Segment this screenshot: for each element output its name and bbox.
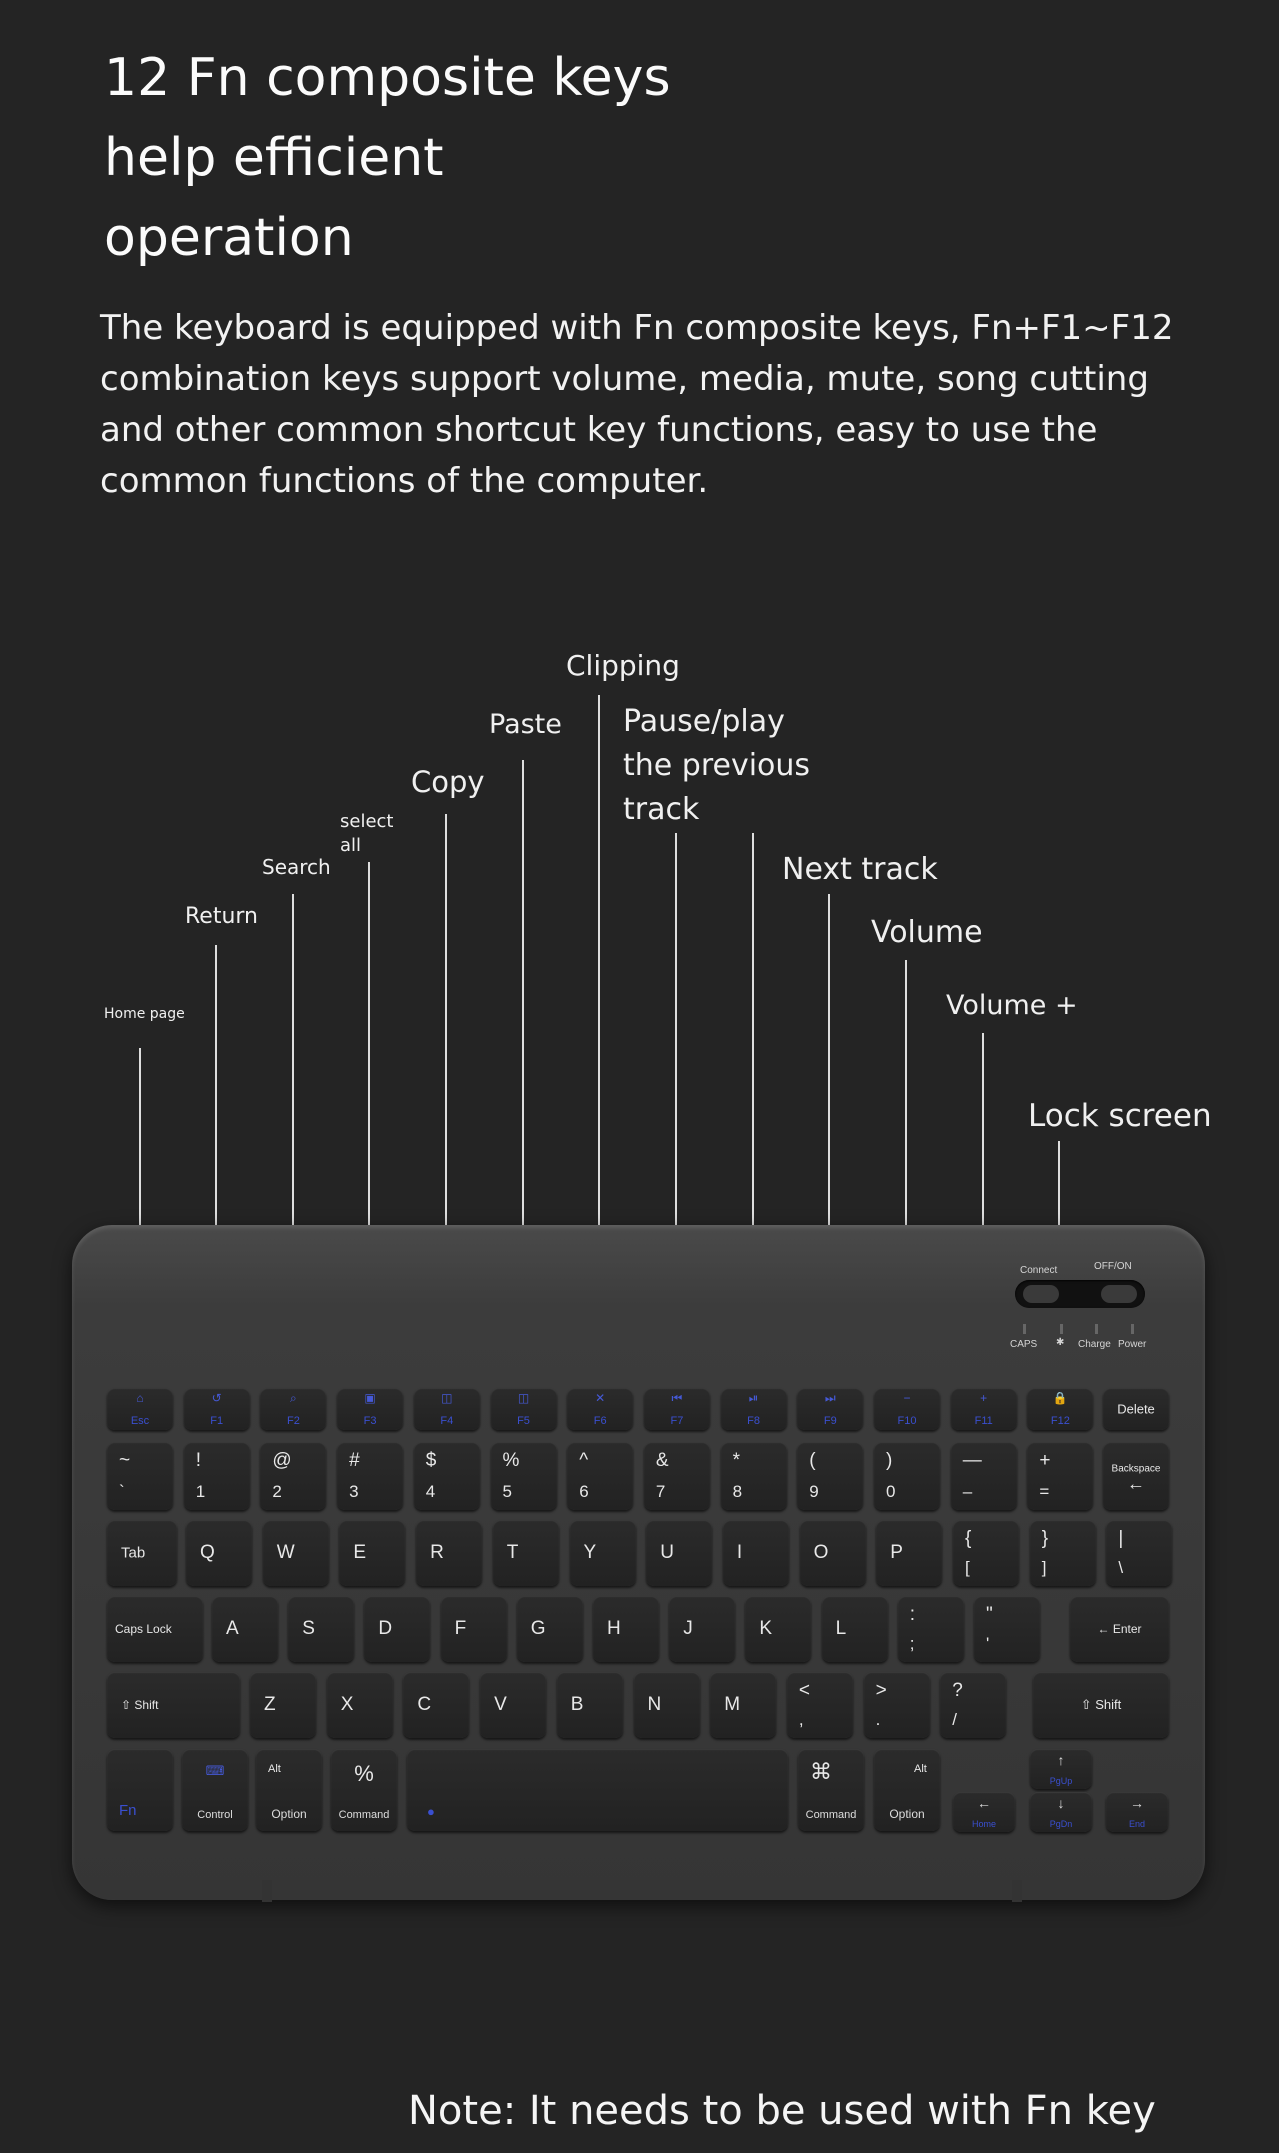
key-arrow-left[interactable] [953,1792,1015,1832]
power-led [1131,1324,1134,1334]
key-symbol[interactable] [787,1672,853,1738]
key-letter[interactable] [416,1520,482,1586]
callout-select-all [340,810,393,858]
headline-line: help efficient [104,128,444,188]
headline [104,38,804,278]
key-option-left[interactable] [256,1749,322,1831]
keyboard-foot [1012,1880,1022,1902]
key-command-left[interactable] [331,1749,397,1831]
power-toggle[interactable] [1101,1285,1137,1303]
callout-lock-screen: Lock screen [1028,1098,1212,1134]
key-fn-label: F6 [593,1415,607,1427]
key-letter-label: H [607,1618,621,1639]
key-end-label: End [1128,1819,1145,1829]
key-letter-label: J [683,1618,693,1639]
key-shift-char: > [875,1680,887,1701]
key-base-char: [ [965,1558,970,1577]
key-letter-label: M [724,1694,741,1715]
key-fn-label: F7 [670,1415,684,1427]
key-letter[interactable] [441,1596,507,1662]
key-fn-label: F10 [897,1415,917,1427]
description-line: The keyboard is equipped with Fn composite keys, Fn+F1~F12 [100,308,1174,348]
key-letter[interactable] [263,1520,329,1586]
key-letter[interactable] [288,1596,354,1662]
key-tab-label: Tab [121,1544,146,1562]
key-symbol[interactable] [974,1596,1040,1662]
key-space[interactable] [407,1749,788,1831]
backspace-arrow-icon: ← [1127,1473,1145,1494]
callout-line: all [340,835,362,856]
key-fn-icon: ◫ [517,1391,530,1405]
arrow-left-icon: ← [977,1795,991,1811]
key-base-char: – [962,1482,973,1501]
key-shift-char: ~ [119,1450,131,1471]
key-letter-label: T [506,1542,519,1563]
key-fn-icon: ⏭ [824,1391,836,1405]
key-letter[interactable] [710,1672,776,1738]
key-symbol[interactable] [1106,1520,1172,1586]
key-f12[interactable] [1027,1388,1093,1430]
callout-return: Return [185,904,259,929]
description-line: and other common shortcut key functions, easy to use the [100,410,1098,450]
description-line: combination keys support volume, media, mute, song cutting [100,359,1149,399]
key-f11[interactable] [951,1388,1017,1430]
key-base-char: . [875,1710,881,1729]
key-delete-label: Delete [1117,1401,1155,1417]
callout-pause-play [623,700,810,832]
key-letter-label: N [647,1694,662,1715]
key-letter-label: V [494,1694,507,1715]
key-command-label: Command [805,1809,857,1821]
key-base-char: 3 [349,1482,359,1501]
key-base-char: 7 [655,1482,666,1501]
key-shift-char: ) [886,1450,893,1471]
key-fn-label: F5 [517,1415,530,1427]
key-caps-lock-label: Caps Lock [115,1622,172,1636]
key-letter[interactable] [822,1596,888,1662]
key-letter-label: K [759,1618,773,1639]
key-enter-label [1070,1622,1169,1636]
enter-arrow-icon: ← [1097,1622,1110,1636]
key-option-label: Option [271,1807,307,1821]
callout-line: Pause/play [623,704,785,739]
key-fn-icon: ⏮ [671,1391,683,1405]
bluetooth-icon: ✱ [1056,1337,1065,1348]
key-fn-icon: ◫ [441,1391,453,1405]
key-base-char: , [798,1710,804,1729]
charge-indicator-label: Charge [1078,1339,1111,1350]
headline-line: operation [104,208,354,268]
callout-volume-plus: Volume + [946,990,1078,1021]
key-shift-char: % [502,1450,520,1471]
key-letter-label: I [736,1542,743,1563]
key-number[interactable] [874,1442,940,1510]
key-fn-icon: ⏯ [748,1391,759,1405]
key-delete[interactable] [1103,1388,1169,1430]
key-enter-text: Enter [1112,1622,1142,1636]
key-esc[interactable] [107,1388,173,1430]
key-letter[interactable] [570,1520,636,1586]
key-f1[interactable] [184,1388,250,1430]
key-fn-icon: + [980,1391,988,1405]
key-command-right[interactable] [798,1749,864,1831]
power-switch[interactable] [1015,1280,1145,1308]
key-f7[interactable] [644,1388,710,1430]
key-shift-right-label [1033,1697,1169,1713]
key-letter-label: B [570,1694,584,1715]
key-shift-char: ^ [579,1450,589,1471]
key-base-char: = [1039,1482,1050,1501]
key-shift-left[interactable] [107,1672,240,1738]
key-fn-label: Esc [130,1415,150,1427]
key-letter[interactable] [669,1596,735,1662]
key-base-char: 1 [195,1482,206,1501]
key-shift-left-label [121,1698,158,1712]
key-number[interactable] [260,1442,326,1510]
key-letter[interactable] [745,1596,811,1662]
key-letter[interactable] [723,1520,789,1586]
key-number[interactable] [721,1442,787,1510]
key-number[interactable] [951,1442,1017,1510]
key-number[interactable] [1027,1442,1093,1510]
key-symbol[interactable] [1030,1520,1096,1586]
callout-line: the previous [623,748,811,783]
key-enter[interactable] [1070,1596,1169,1662]
key-caps-lock[interactable] [107,1596,203,1662]
key-fn-icon: ▣ [364,1391,376,1405]
arrow-up-icon: ↑ [1057,1752,1065,1768]
key-command-label: Command [338,1809,390,1821]
key-base-char: 8 [732,1482,743,1501]
key-arrow-right[interactable] [1106,1792,1168,1832]
callout-line: track [623,792,700,827]
key-shift-text: Shift [134,1698,159,1712]
shift-icon: ⇧ [1080,1697,1092,1712]
key-fn-icon: 🔒 [1052,1391,1068,1405]
footer-note: Note: It needs to be used with Fn key [408,2088,1156,2134]
key-arrow-up[interactable] [1030,1749,1092,1789]
key-fn-icon: ✕ [595,1391,606,1405]
key-letter-label: P [890,1542,903,1563]
globe-icon: ● [427,1804,435,1819]
key-letter-label: F [454,1618,467,1639]
key-base-char: ] [1041,1558,1047,1577]
key-alt-label: Alt [914,1763,927,1775]
description-line: common functions of the computer. [100,461,709,501]
key-letter-label: C [417,1694,432,1715]
description [100,303,1174,507]
key-letter[interactable] [327,1672,393,1738]
key-pgdn-label: PgDn [1049,1819,1073,1829]
key-fn-icon: ⌂ [136,1391,144,1405]
key-f2[interactable] [260,1388,326,1430]
key-base-char: 2 [272,1482,282,1501]
key-f10[interactable] [874,1388,940,1430]
key-letter-label: G [530,1618,546,1639]
key-f5[interactable] [491,1388,557,1430]
key-fn[interactable] [107,1749,173,1831]
key-number[interactable] [414,1442,480,1510]
keyboard-foot [262,1880,272,1902]
key-base-char: 4 [425,1482,436,1501]
key-letter-label: Y [583,1542,597,1563]
key-backspace-label: Backspace [1111,1463,1161,1475]
key-f9[interactable] [797,1388,863,1430]
key-f4[interactable] [414,1388,480,1430]
off-on-label: OFF/ON [1094,1261,1132,1272]
key-shift-char: + [1039,1450,1051,1471]
key-shift-char: } [1041,1528,1049,1549]
callout-search: Search [262,855,331,879]
arrow-right-icon: → [1130,1795,1144,1811]
callout-next-track: Next track [782,852,938,887]
key-shift-text: Shift [1095,1697,1122,1712]
key-shift-char: | [1118,1528,1124,1549]
key-shift-char: { [965,1528,972,1549]
key-fn-icon: − [903,1391,911,1405]
key-shift-char: * [732,1450,740,1471]
callout-clipping: Clipping [566,649,680,682]
key-fn-label: F4 [440,1415,454,1427]
key-letter-label: Z [264,1694,276,1715]
key-letter[interactable] [364,1596,430,1662]
key-number[interactable] [644,1442,710,1510]
key-letter[interactable] [493,1520,559,1586]
key-shift-char: : [909,1604,916,1625]
key-base-char: ' [986,1634,990,1653]
key-control-label: Control [197,1809,233,1821]
key-tab[interactable] [107,1520,177,1586]
key-alt-label: Alt [268,1763,281,1775]
key-shift-char: @ [272,1450,292,1471]
key-pgup-label: PgUp [1049,1776,1073,1786]
power-indicator-label: Power [1118,1339,1147,1350]
key-number[interactable] [107,1442,173,1510]
key-number[interactable] [491,1442,557,1510]
key-arrow-down[interactable] [1030,1792,1092,1832]
key-fn-label: F9 [823,1415,837,1427]
callout-paste: Paste [489,709,562,740]
key-letter[interactable] [212,1596,278,1662]
key-shift-char: < [798,1680,810,1701]
key-backspace[interactable] [1103,1442,1169,1510]
caps-led [1023,1324,1026,1334]
callout-copy: Copy [411,765,485,799]
key-number[interactable] [567,1442,633,1510]
key-shift-char: # [349,1450,360,1471]
connect-label: Connect [1020,1265,1058,1276]
key-control[interactable] [182,1749,248,1831]
arrow-down-icon: ↓ [1057,1795,1065,1811]
callout-home-page: Home page [104,1006,185,1022]
key-letter-label: R [430,1542,444,1563]
key-letter-label: S [302,1618,315,1639]
key-option-right[interactable] [874,1749,940,1831]
key-symbol[interactable] [940,1672,1006,1738]
key-letter[interactable] [339,1520,405,1586]
key-symbol[interactable] [953,1520,1019,1586]
key-letter-label: A [226,1618,239,1639]
key-letter[interactable] [646,1520,712,1586]
key-base-char: / [952,1710,958,1729]
key-symbol[interactable] [898,1596,964,1662]
key-base-char: 6 [579,1482,589,1501]
key-shift-char: " [986,1604,993,1625]
charge-led [1095,1324,1098,1334]
key-number[interactable] [337,1442,403,1510]
key-fn-label: F1 [210,1415,224,1427]
shift-icon: ⇧ [121,1698,132,1712]
key-fn-label: F2 [286,1415,300,1427]
key-base-char: ` [119,1482,125,1501]
key-shift-char: ? [952,1680,963,1701]
key-letter-label: L [835,1618,847,1639]
key-command-symbol: % [354,1760,374,1786]
key-letter-label: E [353,1542,367,1563]
key-symbol[interactable] [864,1672,930,1738]
key-base-char: 9 [809,1482,819,1501]
key-fn-label: F8 [747,1415,761,1427]
key-base-char: \ [1118,1558,1124,1577]
key-letter-label: U [660,1542,674,1563]
key-letter-label: Q [200,1542,215,1563]
callout-line: select [340,811,394,832]
key-fn-label: Fn [119,1802,137,1819]
key-fn-label: F11 [974,1415,993,1427]
key-shift-right[interactable] [1033,1672,1169,1738]
headline-line: 12 Fn composite keys [104,48,671,108]
key-letter[interactable] [403,1672,469,1738]
key-fn-icon: ↺ [211,1391,222,1405]
bluetooth-led [1060,1324,1063,1334]
key-shift-char: ! [195,1450,201,1471]
key-letter[interactable] [186,1520,252,1586]
key-letter[interactable] [557,1672,623,1738]
key-f3[interactable] [337,1388,403,1430]
key-option-label: Option [889,1807,925,1821]
key-letter[interactable] [800,1520,866,1586]
key-letter[interactable] [876,1520,942,1586]
key-fn-label: F12 [1050,1415,1070,1427]
key-f6[interactable] [567,1388,633,1430]
key-letter-label: O [813,1542,829,1563]
key-shift-char: & [655,1450,669,1471]
key-number[interactable] [184,1442,250,1510]
key-letter-label: W [276,1542,295,1563]
key-letter[interactable] [480,1672,546,1738]
caps-indicator-label: CAPS [1010,1339,1038,1350]
key-shift-char: ( [809,1450,816,1471]
key-letter-label: D [378,1618,393,1639]
key-home-label: Home [971,1819,996,1829]
key-letter-label: X [340,1694,354,1715]
key-shift-char: $ [425,1450,437,1471]
callout-volume-minus: Volume [871,915,983,950]
key-base-char: 0 [886,1482,896,1501]
connect-button[interactable] [1023,1285,1059,1303]
key-fn-label: F3 [363,1415,377,1427]
key-shift-char: — [962,1450,982,1471]
key-letter[interactable] [517,1596,583,1662]
key-base-char: ; [909,1634,915,1653]
key-letter[interactable] [593,1596,659,1662]
keyboard-icon: ⌨ [205,1763,225,1778]
key-letter[interactable] [634,1672,700,1738]
key-letter[interactable] [250,1672,316,1738]
key-number[interactable] [797,1442,863,1510]
key-base-char: 5 [502,1482,512,1501]
command-icon: ⌘ [810,1759,832,1784]
key-f8[interactable] [721,1388,787,1430]
key-fn-icon: ⌕ [290,1391,297,1405]
